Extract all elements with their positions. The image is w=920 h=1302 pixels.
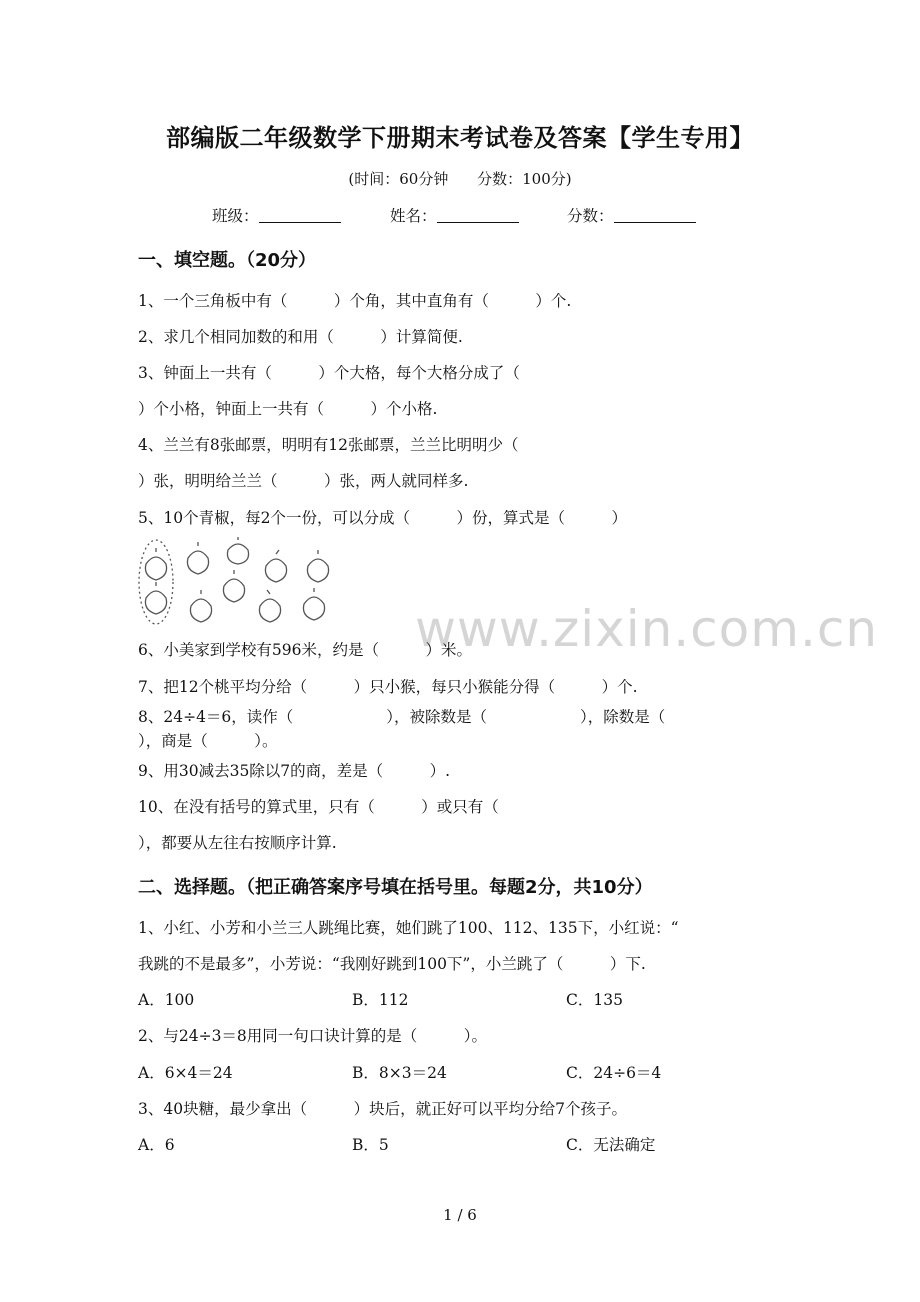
pepper-icon [145, 548, 166, 580]
option-a: A．100 [138, 991, 195, 1009]
question-line: ），都要从左往右按顺序计算. [138, 834, 337, 852]
pepper-icon [187, 542, 208, 574]
question-line: 4、兰兰有8张邮票，明明有12张邮票，兰兰比明明少（ [138, 436, 519, 454]
section2-heading: 二、选择题。（把正确答案序号填在括号里。每题2分，共10分） [138, 877, 653, 898]
name-label: 姓名： [390, 207, 437, 225]
pepper-icon [307, 550, 328, 582]
exam-info [0, 168, 920, 189]
pepper-icon [223, 570, 244, 602]
score-info: 分数：100分) [477, 170, 572, 188]
score-blank[interactable] [614, 206, 696, 223]
question-line: 9、用30减去35除以7的商，差是（ ）. [138, 762, 451, 780]
time-info: (时间：60分钟 [348, 170, 449, 188]
page-number: 1 / 6 [443, 1206, 477, 1224]
score-field[interactable] [567, 204, 696, 226]
question-line: 1、小红、小芳和小兰三人跳绳比赛，她们跳了100、112、135下，小红说：“ [138, 919, 679, 937]
name-field[interactable] [390, 204, 519, 226]
page-title: 部编版二年级数学下册期末考试卷及答案【学生专用】 [166, 124, 754, 152]
section1-heading: 一、填空题。（20分） [138, 250, 317, 271]
option-b: B．112 [352, 991, 409, 1009]
question-line: 8、24÷4＝6，读作（ ），被除数是（ ），除数是（ [138, 708, 666, 726]
class-label: 班级： [212, 207, 259, 225]
question-line: 2、与24÷3＝8用同一句口诀计算的是（ ）。 [138, 1027, 488, 1045]
pepper-illustration [136, 536, 336, 628]
pepper-icon [259, 590, 280, 622]
question-line: 3、40块糖，最少拿出（ ）块后，就正好可以平均分给7个孩子。 [138, 1100, 627, 1118]
option-a: A．6 [138, 1136, 175, 1154]
question-line: 我跳的不是最多”，小芳说：“我刚好跳到100下”，小兰跳了（ ）下. [138, 955, 646, 973]
option-c: C．无法确定 [566, 1136, 656, 1154]
question-line: 2、求几个相同加数的和用（ ）计算简便. [138, 328, 463, 346]
class-field[interactable] [212, 204, 341, 226]
question-line: 6、小美家到学校有596米，约是（ ）米。 [138, 641, 472, 659]
question-line: 7、把12个桃平均分给（ ）只小猴，每只小猴能分得（ ）个. [138, 678, 638, 696]
pepper-icon [190, 590, 211, 622]
watermark: www.zixin.com.cn [415, 600, 879, 658]
question-line: 3、钟面上一共有（ ）个大格，每个大格分成了（ [138, 364, 520, 382]
question-line: 5、10个青椒，每2个一份，可以分成（ ）份，算式是（ ） [138, 509, 627, 527]
pepper-icon [227, 537, 248, 564]
option-b: B．8×3＝24 [352, 1064, 447, 1082]
name-blank[interactable] [437, 206, 519, 223]
option-c: C．24÷6＝4 [566, 1064, 662, 1082]
score-label: 分数： [567, 207, 614, 225]
pepper-icon [303, 588, 324, 620]
option-a: A．6×4＝24 [138, 1064, 233, 1082]
pepper-icon [145, 582, 166, 614]
question-line: ），商是（ ）。 [138, 732, 278, 750]
option-b: B．5 [352, 1136, 389, 1154]
question-line: ）张，明明给兰兰（ ）张，两人就同样多. [138, 472, 469, 490]
question-line: 10、在没有括号的算式里，只有（ ）或只有（ [138, 798, 499, 816]
class-blank[interactable] [259, 206, 341, 223]
question-line: ）个小格，钟面上一共有（ ）个小格. [138, 400, 438, 418]
pepper-icon [265, 550, 286, 582]
option-c: C．135 [566, 991, 623, 1009]
question-line: 1、一个三角板中有（ ）个角，其中直角有（ ）个. [138, 292, 572, 310]
